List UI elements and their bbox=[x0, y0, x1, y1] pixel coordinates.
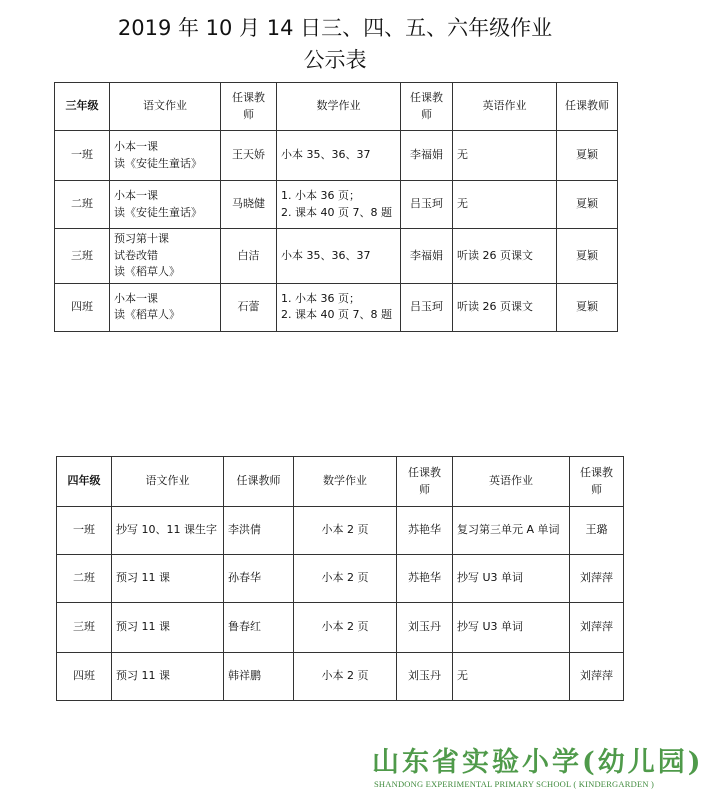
math-teacher: 刘玉丹 bbox=[397, 603, 453, 653]
english-teacher: 刘萍萍 bbox=[570, 603, 624, 653]
chinese-teacher: 孙春华 bbox=[224, 555, 294, 603]
class-name: 三班 bbox=[57, 603, 112, 653]
header-teacher: 任课教师 bbox=[224, 457, 294, 507]
chinese-teacher: 李洪倩 bbox=[224, 507, 294, 555]
class-name: 三班 bbox=[55, 229, 110, 284]
school-logo bbox=[372, 740, 704, 789]
chinese-teacher: 石蕾 bbox=[221, 283, 277, 331]
chinese-teacher: 马晓健 bbox=[221, 181, 277, 229]
math-teacher: 苏艳华 bbox=[397, 555, 453, 603]
math-homework: 1. 小本 36 页； 2. 课本 40 页 7、8 题 bbox=[277, 283, 401, 331]
school-name-english: SHANDONG EXPERIMENTAL PRIMARY SCHOOL ( KINDERGARDEN ) bbox=[374, 779, 655, 789]
english-homework: 无 bbox=[453, 181, 557, 229]
chinese-homework: 抄写 10、11 课生字 bbox=[112, 507, 224, 555]
header-math-homework: 数学作业 bbox=[277, 83, 401, 131]
math-homework: 小本 2 页 bbox=[294, 603, 397, 653]
grade-label: 三年级 bbox=[55, 83, 110, 131]
english-homework: 抄写 U3 单词 bbox=[453, 603, 570, 653]
english-homework: 无 bbox=[453, 131, 557, 181]
class-name: 一班 bbox=[57, 507, 112, 555]
table-header-row bbox=[55, 83, 618, 131]
class-name: 二班 bbox=[57, 555, 112, 603]
table-row bbox=[57, 555, 624, 603]
math-teacher: 李福娟 bbox=[401, 229, 453, 284]
english-teacher: 王璐 bbox=[570, 507, 624, 555]
english-homework: 无 bbox=[453, 653, 570, 701]
class-name: 四班 bbox=[57, 653, 112, 701]
chinese-teacher: 白洁 bbox=[221, 229, 277, 284]
math-homework: 1. 小本 36 页； 2. 课本 40 页 7、8 题 bbox=[277, 181, 401, 229]
math-homework: 小本 2 页 bbox=[294, 555, 397, 603]
chinese-homework: 预习第十课 试卷改错 读《稻草人》 bbox=[110, 229, 221, 284]
english-teacher: 夏颖 bbox=[557, 283, 618, 331]
math-teacher: 吕玉珂 bbox=[401, 181, 453, 229]
english-teacher: 夏颖 bbox=[557, 229, 618, 284]
math-homework: 小本 35、36、37 bbox=[277, 229, 401, 284]
table-row bbox=[57, 507, 624, 555]
math-teacher: 李福娟 bbox=[401, 131, 453, 181]
chinese-homework: 预习 11 课 bbox=[112, 603, 224, 653]
header-chinese-homework: 语文作业 bbox=[112, 457, 224, 507]
chinese-homework: 预习 11 课 bbox=[112, 653, 224, 701]
chinese-homework: 小本一课 读《稻草人》 bbox=[110, 283, 221, 331]
class-name: 二班 bbox=[55, 181, 110, 229]
english-teacher: 夏颖 bbox=[557, 181, 618, 229]
header-teacher: 任课教 师 bbox=[397, 457, 453, 507]
header-teacher: 任课教 师 bbox=[221, 83, 277, 131]
chinese-homework: 预习 11 课 bbox=[112, 555, 224, 603]
chinese-homework: 小本一课 读《安徒生童话》 bbox=[110, 131, 221, 181]
math-homework: 小本 2 页 bbox=[294, 653, 397, 701]
math-teacher: 吕玉珂 bbox=[401, 283, 453, 331]
header-teacher: 任课教师 bbox=[557, 83, 618, 131]
header-chinese-homework: 语文作业 bbox=[110, 83, 221, 131]
chinese-teacher: 鲁春红 bbox=[224, 603, 294, 653]
header-teacher: 任课教 师 bbox=[401, 83, 453, 131]
grade4-homework-table bbox=[56, 456, 624, 701]
table-row bbox=[57, 653, 624, 701]
table-row bbox=[55, 229, 618, 284]
header-english-homework: 英语作业 bbox=[453, 83, 557, 131]
english-homework: 抄写 U3 单词 bbox=[453, 555, 570, 603]
table-row bbox=[55, 131, 618, 181]
table-row bbox=[57, 603, 624, 653]
table-row bbox=[55, 181, 618, 229]
math-teacher: 苏艳华 bbox=[397, 507, 453, 555]
class-name: 四班 bbox=[55, 283, 110, 331]
table-header-row bbox=[57, 457, 624, 507]
chinese-homework: 小本一课 读《安徒生童话》 bbox=[110, 181, 221, 229]
grade-label: 四年级 bbox=[57, 457, 112, 507]
math-homework: 小本 35、36、37 bbox=[277, 131, 401, 181]
chinese-teacher: 韩祥鹏 bbox=[224, 653, 294, 701]
english-teacher: 夏颖 bbox=[557, 131, 618, 181]
english-teacher: 刘萍萍 bbox=[570, 653, 624, 701]
table-row bbox=[55, 283, 618, 331]
english-homework: 复习第三单元 A 单词 bbox=[453, 507, 570, 555]
english-teacher: 刘萍萍 bbox=[570, 555, 624, 603]
header-math-homework: 数学作业 bbox=[294, 457, 397, 507]
english-homework: 听读 26 页课文 bbox=[453, 229, 557, 284]
class-name: 一班 bbox=[55, 131, 110, 181]
document-title: 2019 年 10 月 14 日三、四、五、六年级作业 bbox=[117, 16, 553, 40]
math-homework: 小本 2 页 bbox=[294, 507, 397, 555]
chinese-teacher: 王天娇 bbox=[221, 131, 277, 181]
school-name-chinese: 山东省实验小学(幼儿园) bbox=[372, 747, 704, 778]
header-english-homework: 英语作业 bbox=[453, 457, 570, 507]
grade3-homework-table bbox=[54, 82, 618, 332]
english-homework: 听读 26 页课文 bbox=[453, 283, 557, 331]
header-teacher: 任课教 师 bbox=[570, 457, 624, 507]
document-subtitle: 公示表 bbox=[303, 48, 367, 72]
math-teacher: 刘玉丹 bbox=[397, 653, 453, 701]
